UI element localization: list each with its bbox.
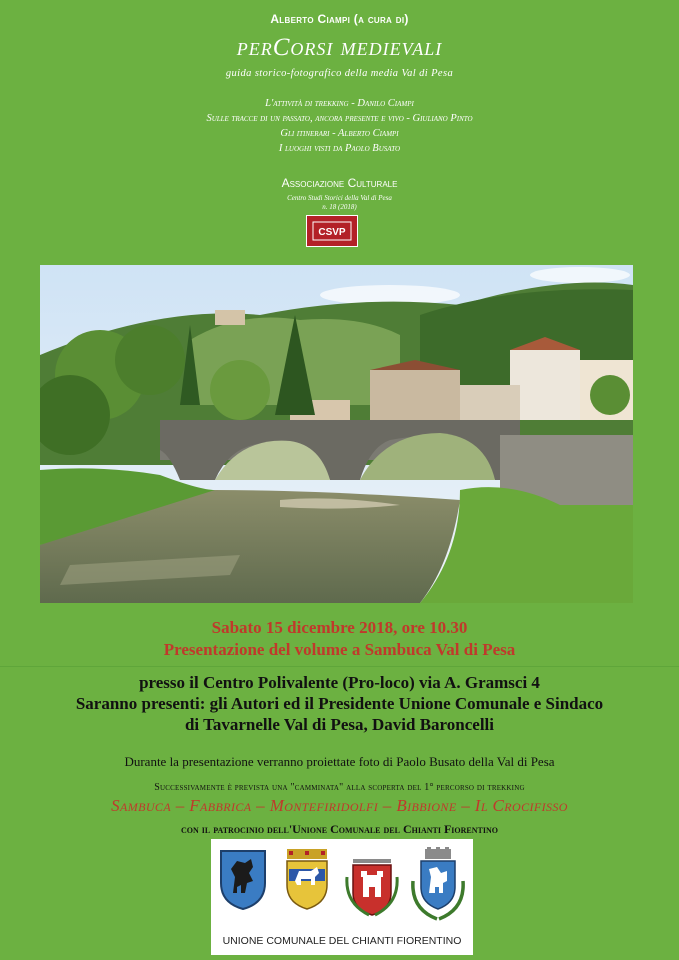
credit-trekking: L'attività di trekking - Danilo Ciampi [265,98,414,109]
patronage-line: con il patrocinio dell'Unione Comunale del Chianti Fiorentino [181,822,498,836]
present-line-1: Saranno presenti: gli Autori ed il Presidente Unione Comunale e Sindaco [75,694,604,713]
association-sub-line2: n. 18 (2018) [322,203,357,211]
venue-line: presso il Centro Polivalente (Pro-loco) via A. Gramsci 4 [139,673,540,692]
association-subtitle [0,194,679,212]
photos-note: Durante la presentazione verranno proiettate foto di Paolo Busato della Val di Pesa [124,754,555,769]
book-subtitle: guida storico-fotografico della media Val di Pesa [225,68,454,79]
author-line: Alberto Ciampi (a cura di) [270,12,409,26]
crests-panel [211,839,473,955]
csvp-logo [306,215,358,247]
crest-lion-icon [407,847,469,921]
credit-luoghi: I luoghi visti da Paolo Busato [278,143,401,154]
credits-list [0,96,679,156]
crest-horse-icon [281,847,333,911]
event-date: Sabato 15 dicembre 2018, ore 10.30 [211,618,468,637]
divider-line [0,666,679,667]
trekking-route: Sambuca – Fabbrica – Montefiridolfi – Bibbione – Il Crocifisso [111,796,568,815]
bridge-photo [40,265,633,603]
union-name: UNIONE COMUNALE DEL CHIANTI FIORENTINO [222,935,462,947]
credit-passato: Sulle tracce di un passato, ancora presente e vivo - Giuliano Pinto [206,113,473,124]
logo-text: CSVP [318,227,346,238]
association-name: Associazione Culturale [281,176,398,190]
bridge-landscape-image [40,265,633,603]
crest-castle-icon [343,847,401,917]
association-sub-line1: Centro Studi Storici della Val di Pesa [287,194,392,202]
credit-itinerari: Gli itinerari - Alberto Ciampi [280,128,399,139]
presentation-title: Presentazione del volume a Sambuca Val di Pesa [163,640,516,659]
walk-note: Successivamente è prevista una "camminata" alla scoperta del 1° percorso di trekking [154,782,525,793]
crest-black-rooster-icon [217,847,269,911]
book-title: perCorsi medievali [236,34,443,61]
csvp-logo-mark [309,219,355,243]
venue-block [0,672,679,735]
present-line-2: di Tavarnelle Val di Pesa, David Baroncelli [184,715,495,734]
